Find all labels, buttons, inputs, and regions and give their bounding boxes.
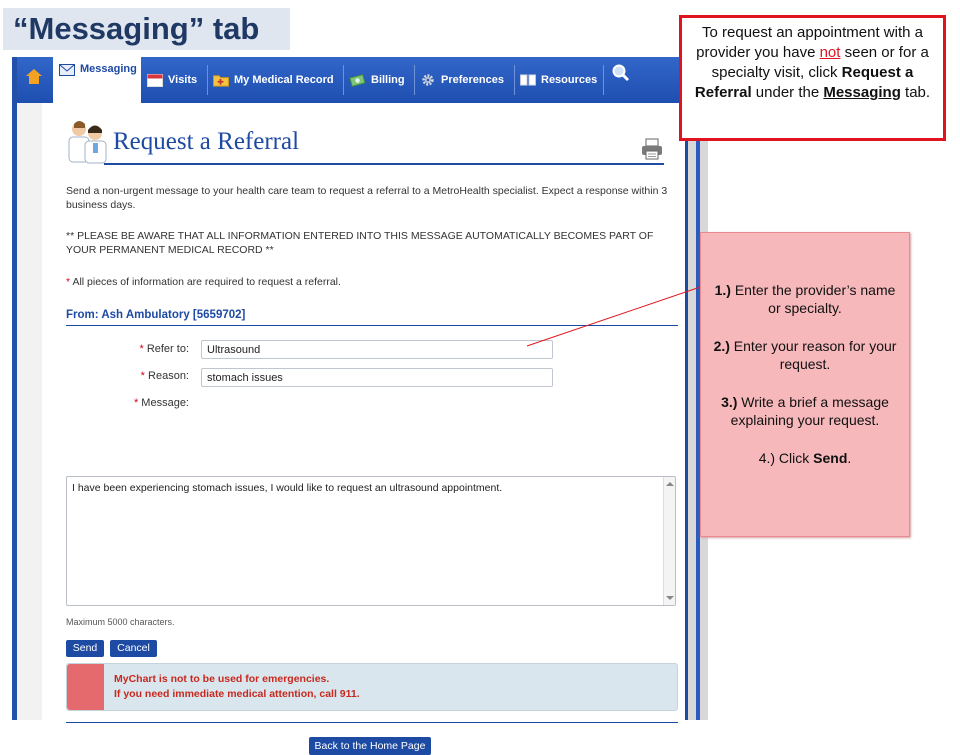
folder-icon bbox=[213, 73, 229, 87]
nav-divider bbox=[343, 65, 344, 95]
step-text: Enter your reason for your request. bbox=[729, 338, 897, 372]
refer-to-label-text: Refer to: bbox=[146, 343, 189, 355]
callout-text: To request an appointment with a provider you have bbox=[696, 24, 923, 61]
scroll-up-arrow-icon[interactable] bbox=[666, 482, 674, 486]
message-label-text: Message: bbox=[141, 397, 189, 409]
money-icon bbox=[350, 73, 366, 87]
step-text: Write a brief a message explaining your request. bbox=[730, 394, 889, 428]
heading-divider bbox=[104, 163, 664, 165]
back-to-home-button[interactable]: Back to the Home Page bbox=[309, 737, 431, 755]
nav-divider bbox=[414, 65, 415, 95]
nav-divider bbox=[603, 65, 604, 95]
send-button[interactable]: Send bbox=[66, 640, 104, 657]
step-2 bbox=[713, 337, 897, 373]
nav-tab-my-medical-record[interactable] bbox=[213, 57, 334, 103]
emergency-alert bbox=[66, 663, 678, 711]
home-icon[interactable] bbox=[27, 71, 41, 85]
message-text: I have been experiencing stomach issues, I would like to request an ultrasound appointment. bbox=[72, 482, 503, 494]
top-navigation bbox=[17, 57, 685, 103]
reason-label bbox=[69, 370, 189, 382]
callout-bold-request-referral: Request a Referral bbox=[694, 64, 914, 101]
required-note bbox=[66, 275, 676, 289]
frame-left-border bbox=[12, 57, 17, 720]
refer-to-label bbox=[69, 343, 189, 355]
callout-text: tab. bbox=[900, 84, 931, 101]
nav-tab-preferences[interactable] bbox=[420, 57, 504, 103]
callout-text: seen or for a specialty visit, click bbox=[711, 44, 929, 81]
calendar-icon bbox=[147, 73, 163, 87]
callout-bold-messaging: Messaging bbox=[823, 84, 901, 101]
required-star: * bbox=[66, 276, 71, 288]
printer-icon[interactable] bbox=[640, 137, 664, 161]
cancel-button[interactable]: Cancel bbox=[110, 640, 157, 657]
instruction-callout bbox=[679, 15, 946, 141]
nav-label: Billing bbox=[371, 74, 405, 86]
intro-text: Send a non-urgent message to your health care team to request a referral to a MetroHealth specialist. Expect a response within 3 business days. bbox=[66, 185, 668, 211]
step-text: 4.) Click bbox=[758, 450, 814, 466]
search-icon[interactable] bbox=[611, 63, 631, 83]
page-title: Request a Referral bbox=[113, 128, 300, 155]
alert-line-1: MyChart is not to be used for emergencies. bbox=[114, 673, 330, 685]
step-text: . bbox=[847, 450, 852, 466]
nav-label: Messaging bbox=[80, 63, 137, 75]
nav-tab-billing[interactable] bbox=[350, 57, 405, 103]
nav-tab-resources[interactable] bbox=[520, 57, 597, 103]
nav-tab-visits[interactable] bbox=[147, 57, 197, 103]
step-number: 2.) bbox=[713, 338, 730, 354]
nav-label: Preferences bbox=[441, 74, 504, 86]
nav-tab-messaging[interactable] bbox=[53, 57, 141, 103]
slide-title: “Messaging” tab bbox=[3, 8, 290, 50]
textarea-scrollbar[interactable] bbox=[663, 477, 675, 605]
steps-callout bbox=[700, 232, 910, 537]
nav-divider bbox=[207, 65, 208, 95]
request-referral-page bbox=[42, 103, 685, 752]
required-star: * bbox=[133, 397, 139, 409]
step-1 bbox=[713, 281, 897, 317]
from-sender: From: Ash Ambulatory [5659702] bbox=[66, 309, 246, 321]
footer-divider bbox=[66, 722, 678, 723]
step-text: Enter the provider’s name or specialty. bbox=[730, 282, 896, 316]
required-star: * bbox=[139, 343, 144, 355]
reason-label-text: Reason: bbox=[148, 370, 189, 382]
medical-record-warning: ** PLEASE BE AWARE THAT ALL INFORMATION ENTERED INTO THIS MESSAGE AUTOMATICALLY BECOMES PART OF YOUR PERMANENT MEDICAL RECORD ** bbox=[66, 230, 654, 256]
gear-icon bbox=[420, 73, 436, 87]
book-icon bbox=[520, 73, 536, 87]
step-3 bbox=[713, 393, 897, 429]
envelope-icon bbox=[59, 63, 75, 77]
scroll-down-arrow-icon[interactable] bbox=[666, 596, 674, 600]
required-note-text: All pieces of information are required to request a referral. bbox=[72, 276, 341, 288]
nav-divider bbox=[514, 65, 515, 95]
alert-color-bar bbox=[67, 664, 104, 710]
message-textarea[interactable] bbox=[66, 476, 676, 606]
alert-line-2: If you need immediate medical attention, call 911. bbox=[114, 688, 360, 700]
callout-text: under the bbox=[751, 84, 824, 101]
nav-label: Visits bbox=[168, 74, 198, 86]
step-bold-send: Send bbox=[813, 450, 848, 466]
callout-emphasis-not: not bbox=[819, 44, 841, 61]
refer-to-input[interactable]: Ultrasound bbox=[201, 340, 553, 359]
step-number: 3.) bbox=[721, 394, 738, 410]
nav-label: My Medical Record bbox=[234, 74, 334, 86]
step-number: 1.) bbox=[714, 282, 731, 298]
character-limit-note: Maximum 5000 characters. bbox=[66, 617, 175, 627]
nav-label: Resources bbox=[541, 74, 598, 86]
required-star: * bbox=[140, 370, 145, 382]
mychart-screenshot bbox=[12, 57, 708, 752]
from-divider bbox=[66, 325, 678, 326]
message-label bbox=[69, 397, 189, 409]
step-4 bbox=[713, 449, 897, 467]
svg-text:✚: ✚ bbox=[217, 77, 224, 87]
reason-input[interactable]: stomach issues bbox=[201, 368, 553, 387]
doctors-icon bbox=[64, 118, 110, 164]
